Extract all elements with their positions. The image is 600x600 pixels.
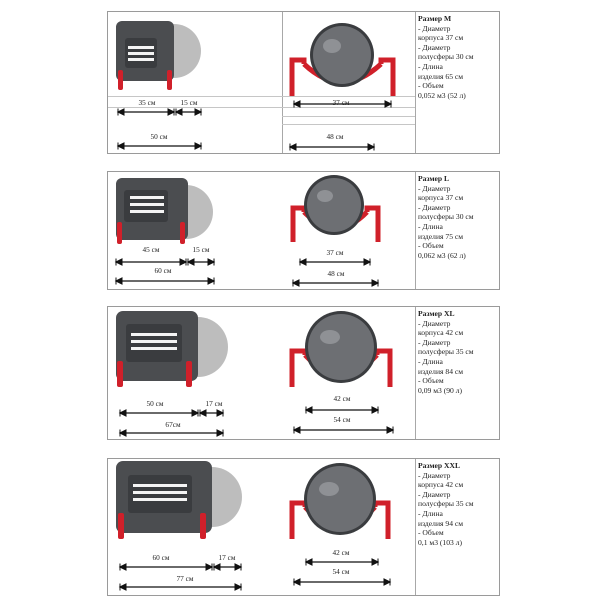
dimension-diameter: 37 см xyxy=(326,248,344,257)
dimension-dome-length: 15 см xyxy=(180,98,198,107)
side-body xyxy=(116,21,201,90)
spec-line: - Диаметр xyxy=(418,183,451,193)
dimension-dome-length: 15 см xyxy=(192,245,210,254)
stand-frame xyxy=(367,208,378,242)
tank-front xyxy=(313,26,371,84)
side-body xyxy=(116,311,228,387)
spec-line: - Диаметр xyxy=(418,337,451,347)
spec-line: корпуса 37 см xyxy=(418,193,464,203)
dimension-diameter: 42 см xyxy=(332,548,350,557)
vent-slot xyxy=(130,203,164,206)
highlight xyxy=(317,190,333,202)
stand-leg xyxy=(117,222,122,244)
vent-slot xyxy=(131,347,177,350)
dimension-body-length: 45 см xyxy=(142,245,160,254)
spec-line: изделия 75 см xyxy=(418,231,464,241)
dimension-body-length: 35 см xyxy=(138,98,156,107)
side-body xyxy=(116,178,213,244)
vent-slot xyxy=(131,333,177,336)
side-body xyxy=(116,461,242,539)
stand-leg xyxy=(200,513,206,539)
spec-line: изделия 94 см xyxy=(418,518,464,528)
dimension-dome-length: 17 см xyxy=(218,553,236,562)
spec-title: Размер L xyxy=(418,174,450,183)
panel-size-xxl xyxy=(107,458,500,596)
dimension-total-length: 67см xyxy=(165,420,181,429)
spec-line: корпуса 42 см xyxy=(418,328,464,338)
stand-frame xyxy=(375,503,388,539)
dimension-width: 48 см xyxy=(327,269,345,278)
tank-front xyxy=(308,314,374,380)
dimension-body-length: 60 см xyxy=(152,553,170,562)
spec-line: - Диаметр xyxy=(418,318,451,328)
vent-slot xyxy=(128,46,154,49)
spec-block xyxy=(418,309,498,395)
spec-block xyxy=(418,14,498,100)
stand-leg xyxy=(167,70,172,90)
spec-line: - Диаметр xyxy=(418,23,451,33)
dimension-arrows xyxy=(118,101,391,151)
highlight xyxy=(323,39,341,53)
stand-frame xyxy=(292,503,305,539)
vent-slot xyxy=(128,52,154,55)
dimension-width: 54 см xyxy=(333,415,351,424)
stand-frame xyxy=(292,60,304,96)
spec-line: корпуса 42 см xyxy=(418,480,464,490)
spec-line: - Объем xyxy=(418,376,444,386)
spec-line: - Длина xyxy=(418,356,443,366)
dimension-body-length: 50 см xyxy=(146,399,164,408)
spec-line: полусферы 35 см xyxy=(418,499,474,509)
highlight xyxy=(320,330,340,344)
dimension-total-length: 50 см xyxy=(150,132,168,141)
dimension-diameter: 42 см xyxy=(333,394,351,403)
tank-front xyxy=(307,466,373,532)
spec-line: - Длина xyxy=(418,508,443,518)
spec-line: изделия 65 см xyxy=(418,71,464,81)
stand-leg xyxy=(118,513,124,539)
spec-line: - Объем xyxy=(418,241,444,251)
dimension-total-length: 60 см xyxy=(154,266,172,275)
spec-line: - Длина xyxy=(418,61,443,71)
front-view xyxy=(292,23,393,96)
stand-frame xyxy=(292,351,305,387)
spec-line: полусферы 35 см xyxy=(418,347,474,357)
spec-line: - Диаметр xyxy=(418,42,451,52)
spec-title: Размер XL xyxy=(418,309,455,318)
vent-slot xyxy=(131,340,177,343)
vent-slot xyxy=(130,196,164,199)
front-view xyxy=(292,463,388,539)
highlight xyxy=(319,482,339,496)
stand-leg xyxy=(180,222,185,244)
spec-line: полусферы 30 см xyxy=(418,52,474,62)
vent-slot xyxy=(133,498,187,501)
spec-line: 0,052 м3 (52 л) xyxy=(418,90,466,100)
front-view xyxy=(292,311,390,387)
vent-slot xyxy=(133,484,187,487)
stand-leg xyxy=(186,361,192,387)
panel-size-xl xyxy=(107,306,500,440)
spec-line: - Диаметр xyxy=(418,470,451,480)
spec-line: - Объем xyxy=(418,528,444,538)
stand-frame xyxy=(381,60,393,96)
spec-line: изделия 84 см xyxy=(418,366,464,376)
spec-line: полусферы 30 см xyxy=(418,212,474,222)
spec-line: - Объем xyxy=(418,81,444,91)
front-view xyxy=(293,175,378,242)
spec-line: 0,09 м3 (90 л) xyxy=(418,385,463,395)
dimension-dome-length: 17 см xyxy=(205,399,223,408)
spec-block xyxy=(418,174,498,260)
spec-line: - Диаметр xyxy=(418,489,451,499)
panel-size-l xyxy=(107,171,500,290)
stand-frame xyxy=(293,208,304,242)
dimension-diameter: 37 см xyxy=(332,98,350,107)
stand-leg xyxy=(117,361,123,387)
spec-line: 0,062 м3 (62 л) xyxy=(418,250,466,260)
dimension-total-length: 77 см xyxy=(176,574,194,583)
panel-size-m xyxy=(107,11,500,154)
stand-frame xyxy=(377,351,390,387)
vent-slot xyxy=(133,491,187,494)
stand-leg xyxy=(118,70,123,90)
spec-line: корпуса 37 см xyxy=(418,33,464,43)
vent-slot xyxy=(128,58,154,61)
spec-line: 0,1 м3 (103 л) xyxy=(418,537,463,547)
spec-title: Размер M xyxy=(418,14,452,23)
spec-line: - Длина xyxy=(418,221,443,231)
vent-slot xyxy=(130,210,164,213)
spec-title: Размер XXL xyxy=(418,461,461,470)
dimension-width: 54 см xyxy=(332,567,350,576)
spec-block xyxy=(418,461,498,547)
dimension-width: 48 см xyxy=(326,132,344,141)
spec-line: - Диаметр xyxy=(418,202,451,212)
tank-front xyxy=(307,178,361,232)
